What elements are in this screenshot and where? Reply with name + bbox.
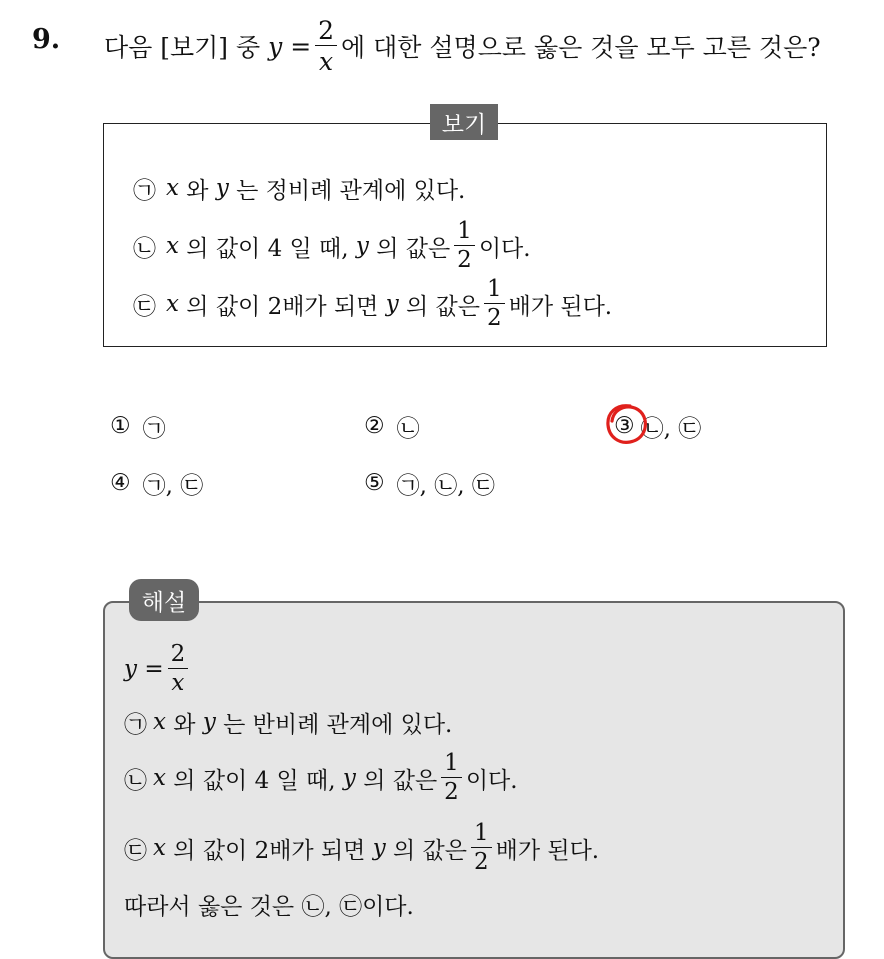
equation-fraction xyxy=(168,643,189,695)
bogi-tag: 보기 xyxy=(430,104,498,140)
solution-tag: 해설 xyxy=(129,579,199,621)
fraction-numerator: 2 xyxy=(168,643,189,669)
fraction-numerator: 1 xyxy=(441,752,462,778)
fraction xyxy=(484,278,505,330)
var-x: x xyxy=(153,835,166,861)
fraction-numerator: 1 xyxy=(484,278,505,304)
equation-lhs: y xyxy=(268,31,283,61)
fraction-denominator: 2 xyxy=(457,247,472,273)
fraction-numerator: 1 xyxy=(454,220,475,246)
bogi-item xyxy=(133,172,465,204)
fraction-numerator: 1 xyxy=(471,822,492,848)
var-y: y xyxy=(372,835,386,861)
fraction-denominator: 2 xyxy=(486,305,502,331)
choice-number: ① xyxy=(110,413,131,439)
question-number: 9. xyxy=(32,24,61,55)
item-text: 의 값은 xyxy=(393,837,467,864)
item-text: 와 xyxy=(186,177,209,204)
item-text: 는 정비례 관계에 있다. xyxy=(236,177,466,204)
item-marker: ㉢ xyxy=(133,293,156,320)
item-text: 이다. xyxy=(478,235,531,262)
equation-lhs: y xyxy=(124,656,137,682)
choice-2[interactable] xyxy=(364,410,420,442)
choice-4[interactable] xyxy=(110,467,203,499)
question-text xyxy=(104,14,821,78)
var-x: x xyxy=(166,175,179,201)
item-marker: ㉠ xyxy=(133,177,156,204)
solution-equation xyxy=(124,638,192,700)
choice-text: ㉠, ㉢ xyxy=(142,472,204,499)
choice-number: ③ xyxy=(614,413,635,439)
fraction-denominator: x xyxy=(319,47,334,76)
equation-fraction xyxy=(315,18,337,74)
item-text: 의 값이 2배가 되면 xyxy=(186,293,379,320)
item-marker: ㉡ xyxy=(133,235,156,262)
item-marker: ㉠ xyxy=(124,711,147,738)
fraction-denominator: 2 xyxy=(473,849,489,875)
choice-1[interactable] xyxy=(110,410,166,442)
item-text: 와 xyxy=(173,711,196,738)
item-text: 는 반비례 관계에 있다. xyxy=(223,711,453,738)
var-y: y xyxy=(202,709,216,735)
question-text-after: 에 대한 설명으로 옳은 것을 모두 고른 것은? xyxy=(341,33,821,62)
solution-conclusion: 따라서 옳은 것은 ㉡, ㉢이다. xyxy=(124,893,414,920)
var-x: x xyxy=(166,291,179,317)
var-y: y xyxy=(215,175,229,201)
item-text: 의 값이 2배가 되면 xyxy=(173,837,366,864)
var-x: x xyxy=(166,233,179,259)
fraction-numerator: 2 xyxy=(315,18,337,46)
bogi-item xyxy=(133,218,531,274)
fraction-denominator: 2 xyxy=(444,779,459,805)
item-marker: ㉢ xyxy=(124,837,147,864)
item-text: 의 값은 xyxy=(376,235,451,262)
item-text: 이다. xyxy=(465,767,518,794)
equation-sign: = xyxy=(144,656,164,682)
var-y: y xyxy=(342,765,356,791)
solution-item xyxy=(124,750,518,806)
item-text: 배가 된다. xyxy=(508,293,613,320)
choice-number: ④ xyxy=(110,470,131,496)
choice-number: ⑤ xyxy=(364,470,385,496)
choice-5[interactable] xyxy=(364,467,495,499)
choice-text: ㉠, ㉡, ㉢ xyxy=(396,472,495,499)
item-text: 의 값은 xyxy=(406,293,480,320)
var-y: y xyxy=(385,291,399,317)
choice-number: ② xyxy=(364,413,385,439)
solution-item xyxy=(124,706,452,738)
item-text: 의 값이 4 일 때, xyxy=(186,235,349,262)
equation-sign: = xyxy=(290,31,312,61)
var-y: y xyxy=(355,233,369,259)
fraction xyxy=(441,752,462,804)
fraction xyxy=(454,220,475,272)
fraction-denominator: x xyxy=(171,670,185,696)
choice-text: ㉠ xyxy=(142,415,166,442)
answer-circle-mark xyxy=(604,401,650,447)
choice-text: ㉡ xyxy=(396,415,420,442)
solution-item xyxy=(124,820,599,876)
question-text-before: 다음 [보기] 중 xyxy=(104,33,261,62)
var-x: x xyxy=(153,765,166,791)
var-x: x xyxy=(153,709,166,735)
bogi-item xyxy=(133,276,612,332)
choice-text: ㉡, ㉢ xyxy=(640,415,702,442)
item-text: 배가 된다. xyxy=(495,837,600,864)
item-text: 의 값은 xyxy=(363,767,438,794)
item-marker: ㉡ xyxy=(124,767,147,794)
fraction xyxy=(471,822,492,874)
item-text: 의 값이 4 일 때, xyxy=(173,767,336,794)
